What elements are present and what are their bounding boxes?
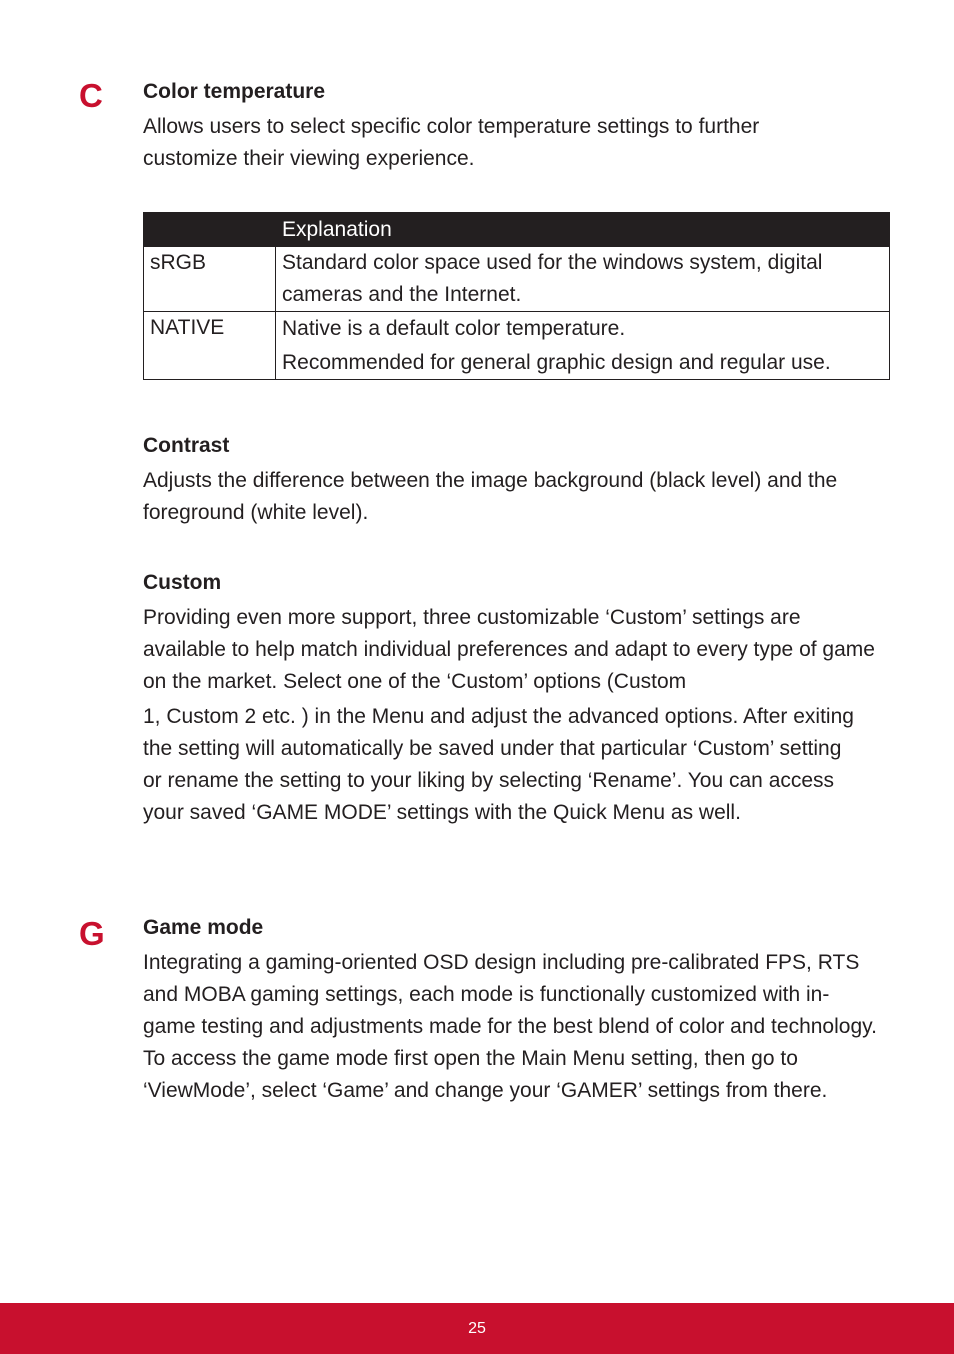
table-cell-name: sRGB: [144, 247, 276, 312]
index-letter-g: G: [79, 915, 105, 952]
table-cell-line: Recommended for general graphic design and regular use.: [282, 351, 831, 374]
table-header-explanation: Explanation: [276, 213, 890, 247]
custom-heading: Custom: [143, 571, 222, 594]
game-mode-description: Integrating a gaming-oriented OSD design including pre-calibrated FPS, RTS and MOBA gaming settings, each mode is functionally customized with in-game testing and adjustments made for the best blend of color and technology. To access the game mode first open the Main Menu setting, then go to ‘ViewMode’, select ‘Game’ and change your ‘GAMER’ settings from there.: [143, 951, 877, 1102]
color-temperature-section: [143, 80, 893, 175]
color-temperature-table: [143, 212, 890, 380]
page-number: 25: [468, 1320, 486, 1337]
table-cell-explanation: [276, 312, 890, 380]
contrast-section: [143, 434, 893, 529]
table-row: [144, 247, 890, 312]
game-mode-section: [143, 916, 893, 1107]
table-header-cell-empty: [144, 213, 276, 247]
custom-paragraph-2: 1, Custom 2 etc. ) in the Menu and adjust the advanced options. After exiting the setting will automatically be saved under that particular ‘Custom’ setting or rename the setting to your liking by selecting ‘Rename’. You can access your saved ‘GAME MODE’ settings with the Quick Menu as well.: [143, 705, 854, 824]
table-row: [144, 312, 890, 380]
table-cell-line: Native is a default color temperature.: [282, 317, 626, 340]
table-cell-name: NATIVE: [144, 312, 276, 380]
contrast-heading: Contrast: [143, 434, 230, 457]
custom-paragraph-1: Providing even more support, three customizable ‘Custom’ settings are available to help match individual preferences and adapt to every type of game on the market. Select one of the ‘Custom’ options (Custom: [143, 606, 875, 693]
table-header-row: [144, 213, 890, 247]
index-letter-c: C: [79, 77, 103, 114]
table-cell-explanation: Standard color space used for the windows system, digital cameras and the Internet.: [276, 247, 890, 312]
color-temperature-description: Allows users to select specific color temperature settings to further customize their viewing experience.: [143, 115, 760, 170]
game-mode-heading: Game mode: [143, 916, 264, 939]
contrast-description: Adjusts the difference between the image background (black level) and the foreground (white level).: [143, 469, 838, 524]
color-temperature-heading: Color temperature: [143, 80, 326, 103]
custom-section: [143, 571, 893, 829]
page-footer: [0, 1303, 954, 1354]
